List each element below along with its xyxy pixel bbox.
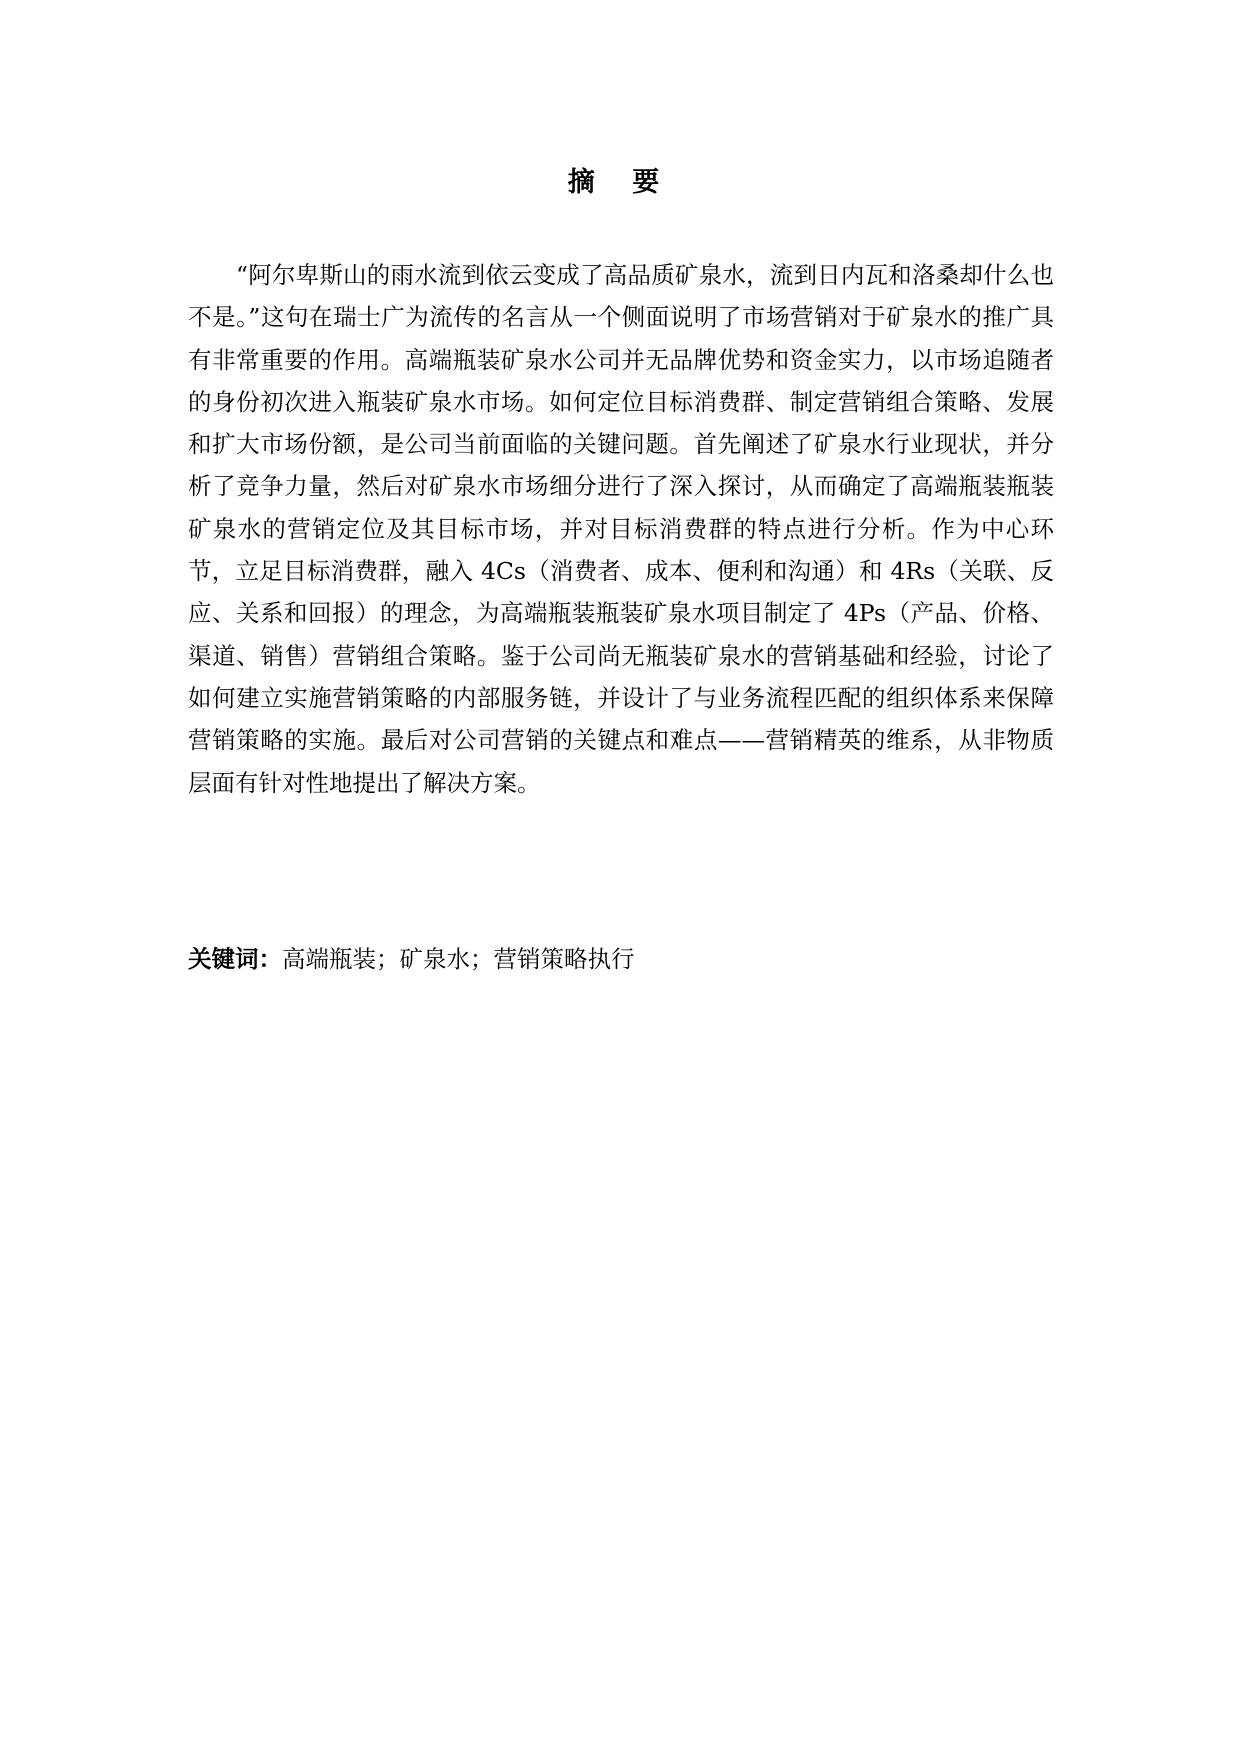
page-title: 摘 要 (567, 167, 674, 198)
abstract-paragraph: “阿尔卑斯山的雨水流到依云变成了高品质矿泉水，流到日内瓦和洛桑却什么也不是。”这句在瑞士广为流传的名言从一个侧面说明了市场营销对于矿泉水的推广具有非常重要的作用。高端瓶装矿泉水公司并无品牌优势和资金实力，以市场追随者的身份初次进入瓶装矿泉水市场。如何定位目标消费群、制定营销组合策略、发展和扩大市场份额，是公司当前面临的关键问题。首先阐述了矿泉水行业现状，并分析了竞争力量，然后对矿泉水市场细分进行了深入探讨，从而确定了高端瓶装瓶装矿泉水的营销定位及其目标市场，并对目标消费群的特点进行分析。作为中心环节，立足目标消费群，融入 4Cs（消费者、成本、便利和沟通）和 4Rs（关联、反应、关系和回报）的理念，为高端瓶装瓶装矿泉水项目制定了 4Ps（产品、价格、渠道、销售）营销组合策略。鉴于公司尚无瓶装矿泉水的营销基础和经验，讨论了如何建立实施营销策略的内部服务链，并设计了与业务流程匹配的组织体系来保障营销策略的实施。最后对公司营销的关键点和难点——营销精英的维系，从非物质层面有针对性地提出了解决方案。 (188, 261, 1054, 797)
keywords-label: 关键词： (188, 945, 282, 973)
keywords-line (188, 938, 1054, 980)
keywords-text: 高端瓶装；矿泉水；营销策略执行 (282, 945, 635, 973)
